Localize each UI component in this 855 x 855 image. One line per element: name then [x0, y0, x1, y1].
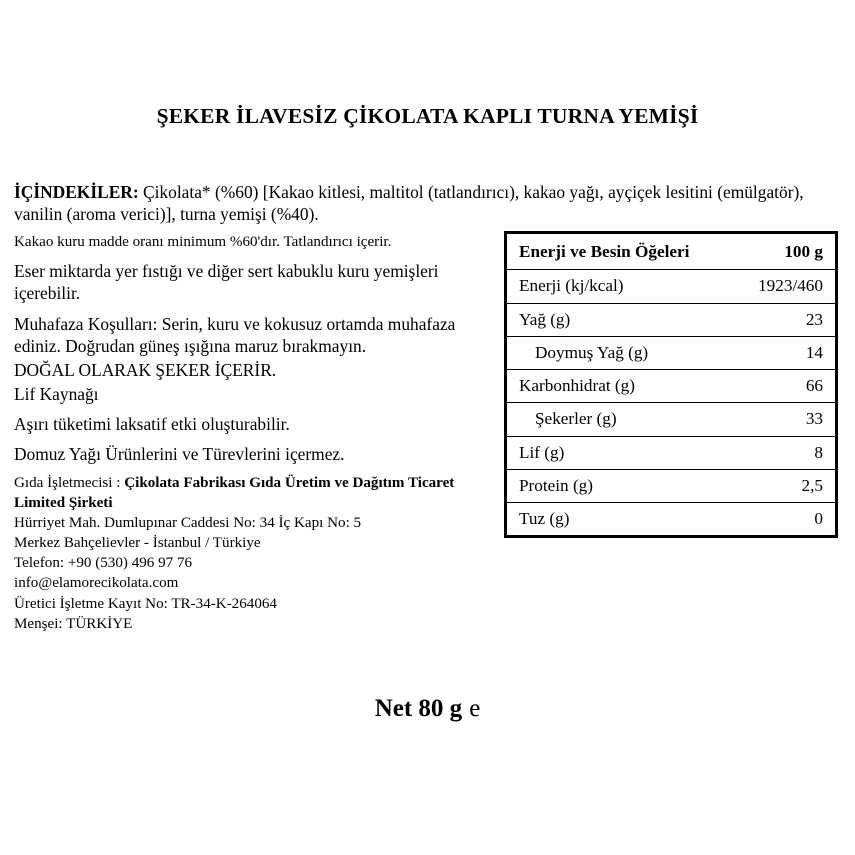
- table-row: [506, 303, 837, 336]
- no-pork-statement: Domuz Yağı Ürünlerini ve Türevlerini içermez.: [14, 444, 345, 465]
- nutrition-header-value: 100 g: [784, 242, 823, 261]
- nutrition-facts-table: [504, 231, 838, 538]
- ingredients-label: İÇİNDEKİLER:: [14, 182, 139, 202]
- fiber-source-statement: Lif Kaynağı: [14, 383, 99, 404]
- nutrient-value-sugars: 33: [732, 403, 837, 436]
- nutrient-name-protein: Protein (g): [506, 469, 732, 502]
- nutrition-table-container: [504, 231, 838, 538]
- nutrient-value-energy: 1923/460: [732, 270, 837, 303]
- natural-sugar-statement: DOĞAL OLARAK ŞEKER İÇERİR.: [14, 359, 277, 380]
- nutrient-value-carbohydrate: 66: [732, 370, 837, 403]
- nutrient-name-carbohydrate: Karbonhidrat (g): [506, 370, 732, 403]
- nutrient-name-saturated-fat: Doymuş Yağ (g): [506, 336, 732, 369]
- address-line-1: Hürriyet Mah. Dumlupınar Caddesi No: 34 İç Kapı No: 5: [14, 515, 362, 532]
- table-row: [506, 370, 837, 403]
- table-row: [506, 503, 837, 537]
- nutrient-value-protein: 2,5: [732, 469, 837, 502]
- address-line-2: Merkez Bahçelievler - İstanbul / Türkiye: [14, 535, 261, 552]
- laxative-warning: Aşırı tüketimi laksatif etki oluşturabilir.: [14, 413, 290, 434]
- phone-line: Telefon: +90 (530) 496 97 76: [14, 555, 193, 572]
- page-title: ŞEKER İLAVESİZ ÇİKOLATA KAPLI TURNA YEMİŞİ: [156, 104, 699, 128]
- registration-number-line: Üretici İşletme Kayıt No: TR-34-K-264064: [14, 595, 277, 612]
- nutrient-name-fat: Yağ (g): [506, 303, 732, 336]
- statements-column: [14, 233, 506, 634]
- net-weight-amount: Net 80 g: [374, 695, 463, 722]
- food-operator-line: [14, 473, 506, 513]
- table-row: [506, 403, 837, 436]
- nutrition-header-name: Enerji ve Besin Öğeleri: [519, 242, 690, 261]
- business-operator-block: [14, 473, 506, 634]
- storage-conditions: Muhafaza Koşulları: Serin, kuru ve kokusuz ortamda muhafaza ediniz. Doğrudan güneş ışığına maruz bırakmayın.: [14, 313, 456, 356]
- nutrient-value-saturated-fat: 14: [732, 336, 837, 369]
- estimated-sign-icon: e: [469, 695, 481, 722]
- nutrient-name-energy: Enerji (kj/kcal): [506, 270, 732, 303]
- cocoa-content-note: Kakao kuru madde oranı minimum %60'dır. Tatlandırıcı içerir.: [14, 233, 392, 250]
- nutrient-name-salt: Tuz (g): [506, 503, 732, 537]
- nutrition-table-body: [506, 233, 837, 537]
- table-row: [506, 270, 837, 303]
- origin-line: Menşei: TÜRKİYE: [14, 615, 133, 632]
- email-line: info@elamorecikolata.com: [14, 575, 179, 592]
- table-row: [506, 469, 837, 502]
- nutrition-table-header-row: [506, 233, 837, 270]
- nutrient-value-fat: 23: [732, 303, 837, 336]
- nutrient-name-fiber: Lif (g): [506, 436, 732, 469]
- nutrient-value-salt: 0: [732, 503, 837, 537]
- ingredients-text: Çikolata* (%60) [Kakao kitlesi, maltitol (tatlandırıcı), kakao yağı, ayçiçek lesitini (emülgatör), vanilin (aroma verici)], turna yemişi (%40).: [14, 182, 804, 225]
- food-operator-label: Gıda İşletmecisi :: [14, 475, 125, 492]
- allergen-statement: Eser miktarda yer fıstığı ve diğer sert kabuklu kuru yemişleri içerebilir.: [14, 261, 439, 304]
- ingredients-paragraph: [14, 181, 834, 226]
- net-weight-block: [0, 695, 855, 723]
- table-row: [506, 336, 837, 369]
- nutrient-value-fiber: 8: [732, 436, 837, 469]
- nutrient-name-sugars: Şekerler (g): [506, 403, 732, 436]
- food-operator-name: Çikolata Fabrikası Gıda Üretim ve Dağıtım Ticaret Limited Şirketi: [14, 475, 455, 512]
- table-row: [506, 436, 837, 469]
